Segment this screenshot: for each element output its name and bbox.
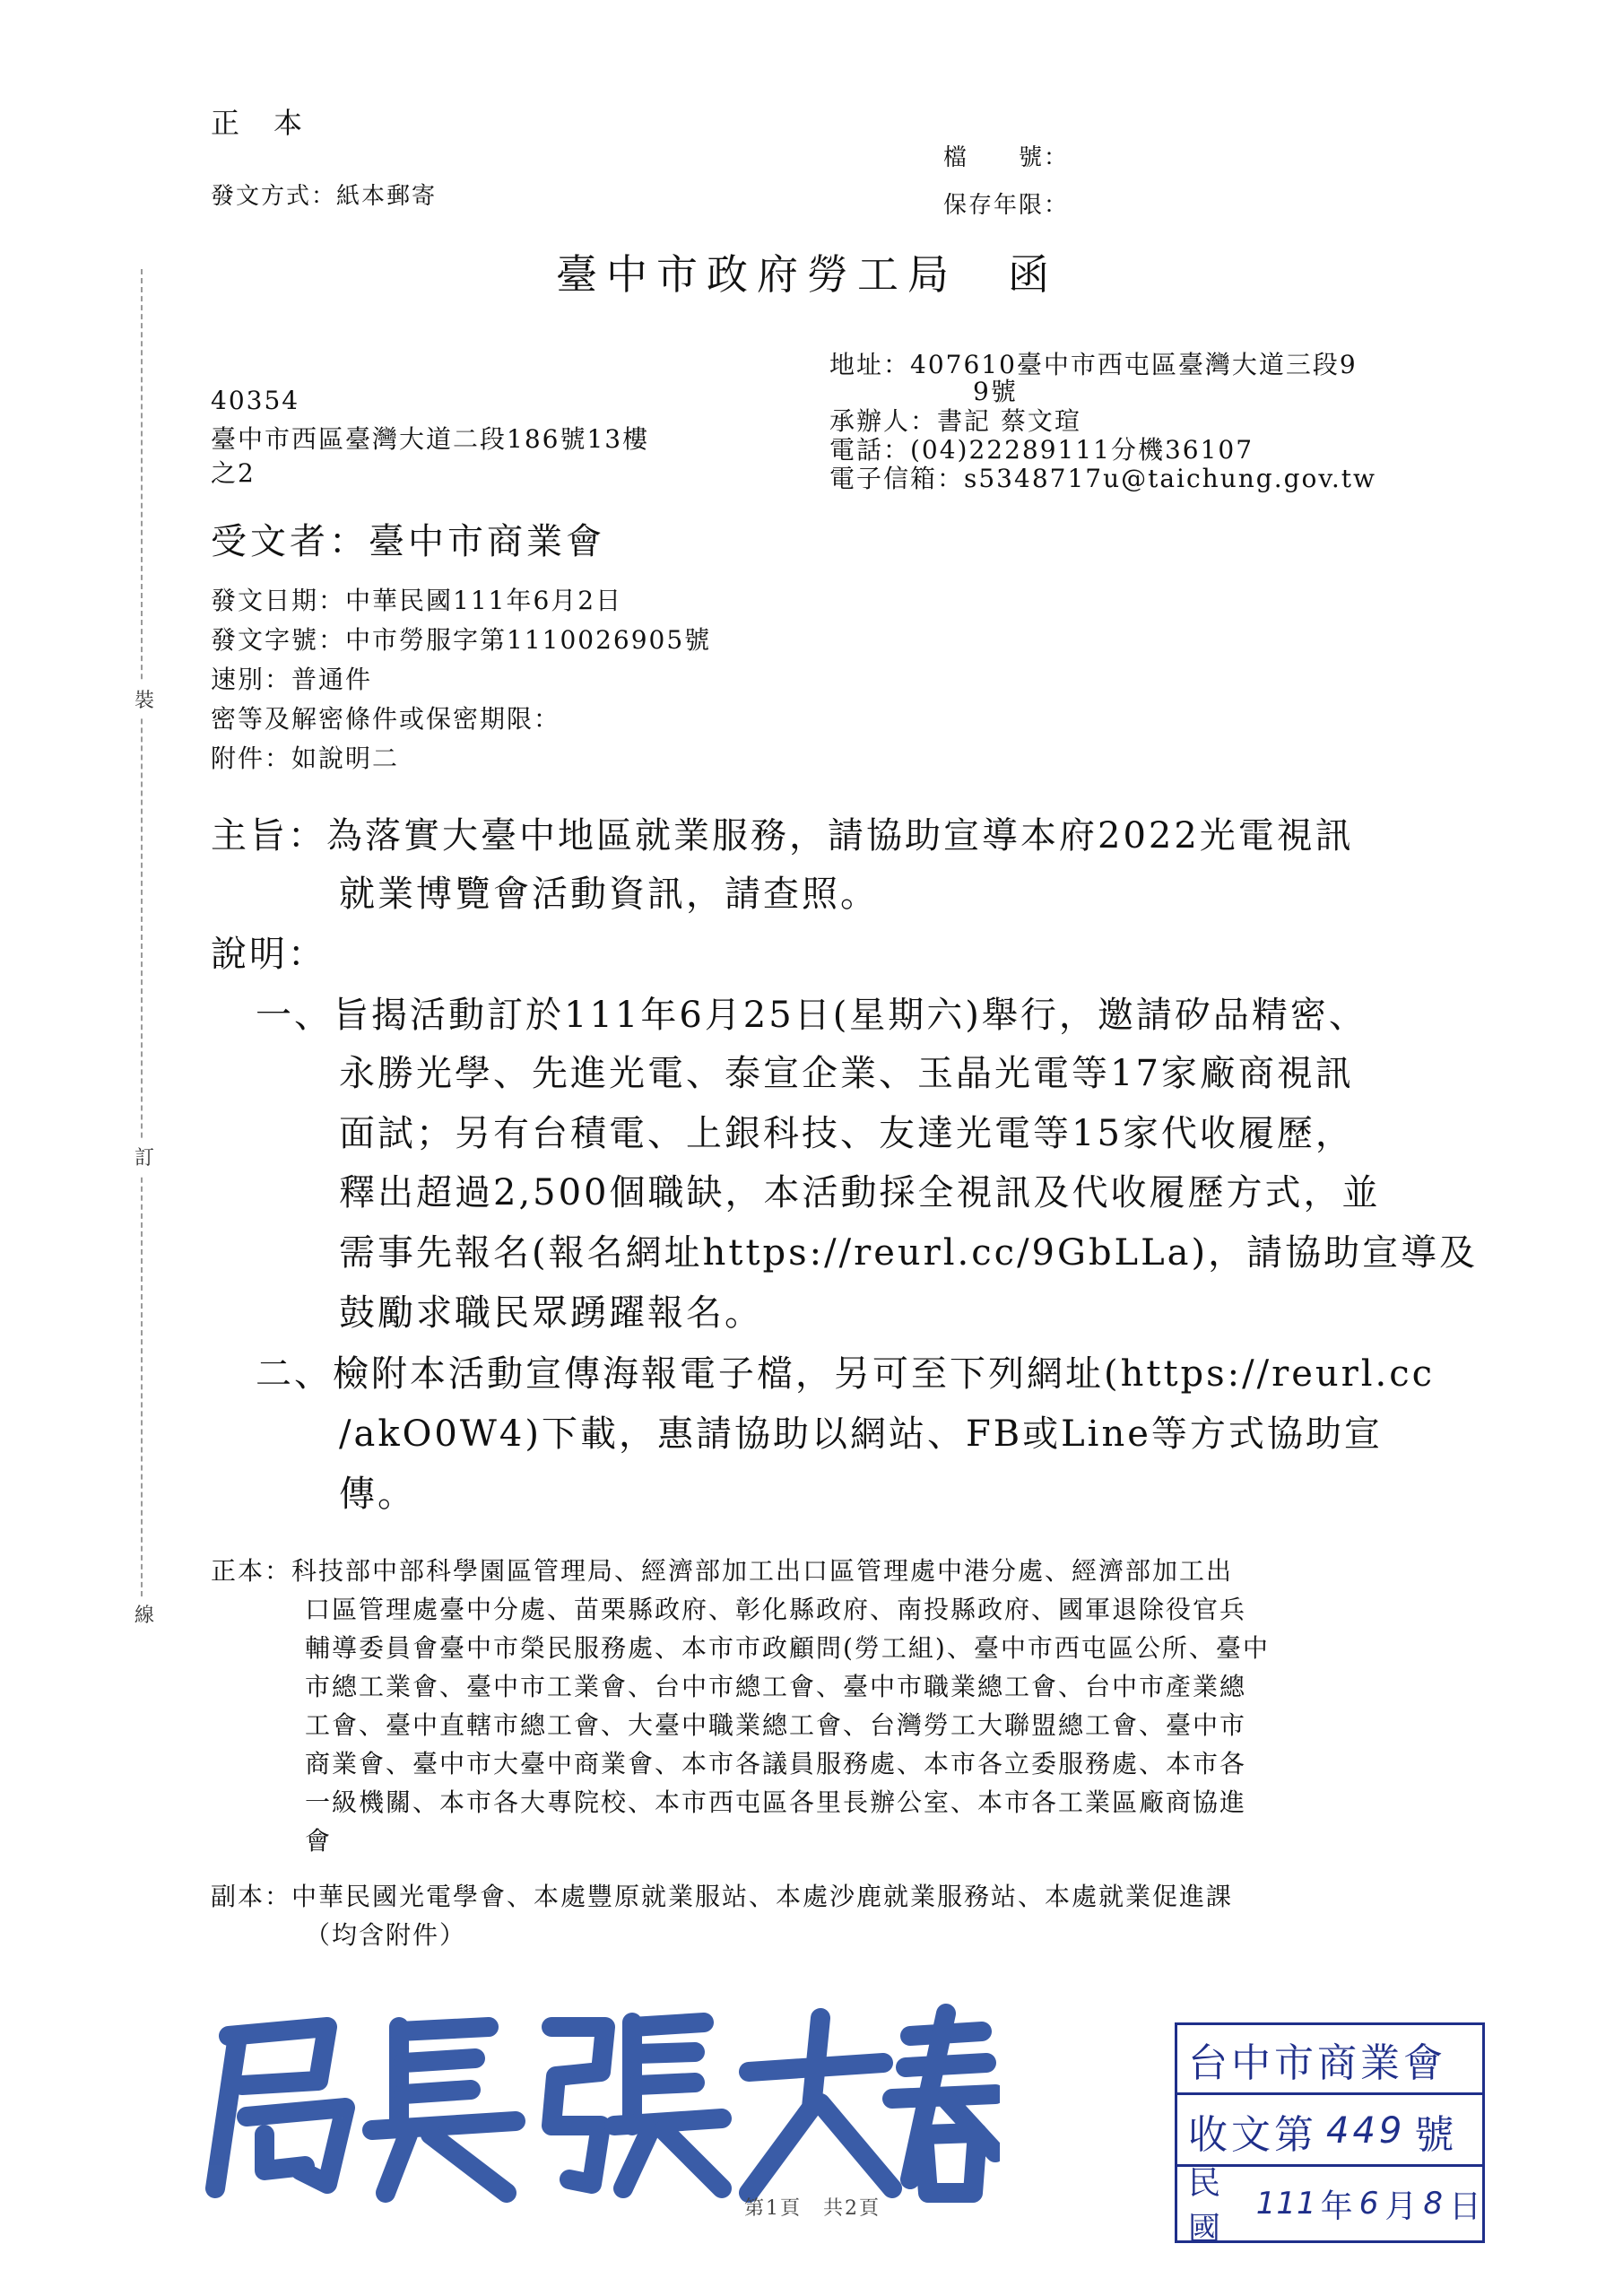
binding-mark-zhuang: 裝 — [135, 682, 154, 717]
explanation-item1-line5: 需事先報名(報名網址https://reurl.cc/9GbLLa)，請協助宣導及 — [339, 1232, 1479, 1274]
page-number: 第1頁 共2頁 — [744, 2197, 881, 2220]
send-method: 發文方式：紙本郵寄 — [211, 183, 438, 210]
stamp-recv-number: 449 — [1326, 2109, 1406, 2152]
stamp-month-label: 月 — [1384, 2187, 1419, 2224]
explanation-item1-line1: 一、旨揭活動訂於111年6月25日(星期六)舉行，邀請矽品精密、 — [256, 995, 1367, 1036]
original-recipients-line4: 市總工業會、臺中市工業會、台中市總工會、臺中市職業總工會、台中市產業總 — [305, 1672, 1247, 1701]
recipient-address-line1: 臺中市西區臺灣大道二段186號13樓 — [211, 424, 650, 454]
explanation-item1-line2: 永勝光學、先進光電、泰宣企業、玉晶光電等17家廠商視訊 — [339, 1053, 1354, 1094]
subject-line-2: 就業博覽會活動資訊，請查照。 — [339, 874, 879, 915]
document-number: 發文字號：中市勞服字第1110026905號 — [211, 625, 712, 655]
original-recipients-line1: 正本：科技部中部科學園區管理局、經濟部加工出口區管理處中港分處、經濟部加工出 — [211, 1556, 1234, 1586]
attachment: 附件：如說明二 — [211, 744, 400, 773]
stamp-recv-suffix: 號 — [1414, 2112, 1458, 2157]
binding-mark-ding: 訂 — [135, 1139, 154, 1174]
sender-officer: 承辦人：書記 蔡文瑄 — [829, 406, 1081, 436]
explanation-item1-line4: 釋出超過2,500個職缺，本活動採全視訊及代收履歷方式，並 — [339, 1172, 1381, 1213]
file-number-label: 檔 號： — [943, 144, 1070, 171]
stamp-recv-prefix: 收文第 — [1188, 2112, 1317, 2157]
original-recipients-line8: 會 — [305, 1826, 333, 1856]
original-recipients-line2: 口區管理處臺中分處、苗栗縣政府、彰化縣政府、南投縣政府、國軍退除役官兵 — [305, 1595, 1247, 1624]
sender-email: 電子信箱：s5348717u@taichung.gov.tw — [829, 464, 1377, 493]
receiver: 受文者：臺中市商業會 — [211, 521, 605, 562]
stamp-month: 6 — [1358, 2186, 1380, 2222]
explanation-item2-line1: 二、檢附本活動宣傳海報電子檔，另可至下列網址(https://reurl.cc — [256, 1353, 1436, 1395]
binding-line — [141, 269, 143, 1614]
binding-mark-xian: 線 — [135, 1596, 154, 1631]
stamp-receipt-number-row — [1177, 2097, 1482, 2167]
original-recipients-line7: 一級機關、本市各大專院校、本市西屯區各里長辦公室、本市各工業區廠商協進 — [305, 1787, 1247, 1817]
stamp-date-row — [1177, 2164, 1482, 2247]
stamp-year: 111 — [1255, 2186, 1317, 2222]
explanation-item2-line3: 傳。 — [339, 1474, 416, 1515]
sender-address-cont: 9號 — [973, 377, 1018, 406]
stamp-date-prefix: 民國 — [1188, 2164, 1222, 2247]
document-title: 臺中市政府勞工局 函 — [556, 250, 1058, 299]
speed-class: 速別：普通件 — [211, 665, 373, 694]
stamp-year-label: 年 — [1320, 2187, 1354, 2224]
original-recipients-line6: 商業會、臺中市大臺中商業會、本市各議員服務處、本市各立委服務處、本市各 — [305, 1749, 1247, 1779]
explanation-item2-line2: /akO0W4)下載，惠請協助以網站、FB或Line等方式協助宣 — [339, 1413, 1383, 1455]
recipient-address-line2: 之2 — [211, 458, 256, 488]
receipt-stamp — [1175, 2022, 1485, 2247]
original-recipients-line3: 輔導委員會臺中市榮民服務處、本市市政顧問(勞工組)、臺中市西屯區公所、臺中 — [305, 1633, 1270, 1663]
stamp-org-text: 台中市商業會 — [1188, 2040, 1446, 2085]
copies-line2: （均含附件） — [305, 1920, 467, 1950]
original-recipients-line5: 工會、臺中直轄市總工會、大臺中職業總工會、台灣勞工大聯盟總工會、臺中市 — [305, 1710, 1247, 1740]
stamp-day-label: 日 — [1448, 2187, 1482, 2224]
explanation-item1-line3: 面試；另有台積電、上銀科技、友達光電等15家代收履歷， — [339, 1113, 1354, 1154]
copy-type-label: 正 本 — [211, 106, 306, 140]
sender-address: 地址：407610臺中市西屯區臺灣大道三段9 — [829, 350, 1358, 379]
subject-line-1: 主旨：為落實大臺中地區就業服務，請協助宣導本府2022光電視訊 — [211, 815, 1354, 857]
issue-date: 發文日期：中華民國111年6月2日 — [211, 586, 623, 615]
recipient-postal-code: 40354 — [211, 386, 300, 415]
director-signature — [193, 2000, 1000, 2206]
stamp-day: 8 — [1423, 2186, 1444, 2222]
secrecy-class: 密等及解密條件或保密期限： — [211, 704, 561, 734]
retention-label: 保存年限： — [943, 192, 1070, 219]
sender-phone: 電話：(04)22289111分機36107 — [829, 435, 1254, 465]
stamp-org — [1177, 2025, 1482, 2095]
copies-line1: 副本：中華民國光電學會、本處豐原就業服站、本處沙鹿就業服務站、本處就業促進課 — [211, 1882, 1234, 1911]
explanation-item1-line6: 鼓勵求職民眾踴躍報名。 — [339, 1292, 763, 1334]
explanation-label: 說明： — [211, 934, 326, 975]
